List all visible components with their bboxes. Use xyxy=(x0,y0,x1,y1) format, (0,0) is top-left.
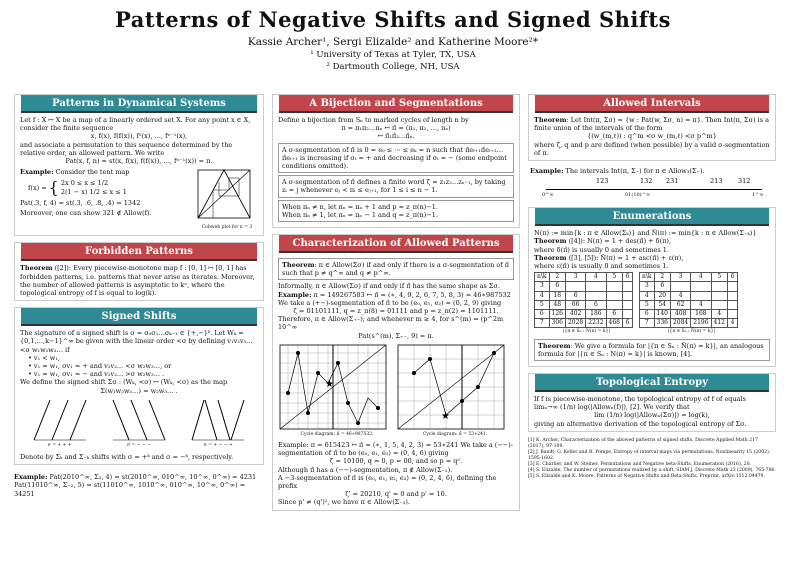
table-row xyxy=(535,300,633,309)
table-cell xyxy=(711,291,727,300)
example-label: Example: xyxy=(530,167,564,176)
bijection-box xyxy=(272,94,520,228)
table-caption: |{π ∈ Sₙ : N(π) = k}| xyxy=(562,329,611,335)
axis-label: 1^∞ xyxy=(752,192,764,199)
example-3: ζ = 01101111, q = z_π(8) = 01111 and p = z_π(2) = 1101111. xyxy=(293,307,499,316)
topological-entropy-box xyxy=(528,373,776,432)
cycle-diagram-2 xyxy=(396,343,514,431)
table-cell: 6 xyxy=(606,310,622,319)
cobweb-plot xyxy=(196,168,256,224)
theorem-text: ([3], [5]): N̄(π) = 1 + asc(π̂) + ε(π), xyxy=(568,253,684,262)
svg-text:★: ★ xyxy=(441,410,450,422)
table-row xyxy=(640,291,738,300)
theorem-label: Theorem xyxy=(20,264,53,273)
table-cell: 412 xyxy=(711,319,727,328)
graph-label: σ = + + + xyxy=(47,442,72,448)
table-cell: 140 xyxy=(654,310,670,319)
table-cell: 6 xyxy=(565,291,585,300)
table-cell: 4 xyxy=(640,291,655,300)
axis-label: 0^∞ xyxy=(542,192,554,199)
table-cell: 6 xyxy=(640,310,655,319)
table-cell: 2 xyxy=(654,273,670,282)
enum-table-2 xyxy=(639,272,738,328)
table-cell: 408 xyxy=(670,310,690,319)
table-cell: 7 xyxy=(640,319,655,328)
affiliation-2: ² Dartmouth College, NH, USA xyxy=(326,62,460,72)
table-cell: 4 xyxy=(535,291,550,300)
graph-label: σ = + − − + xyxy=(203,442,233,448)
table-cell: 5 xyxy=(711,273,727,282)
table-cell xyxy=(606,282,622,291)
example-8: Although π̂ has a (−−)-segmentation, π ∉ Allow(Σ₋₂). xyxy=(278,465,453,474)
graph-label: σ = − − − xyxy=(127,442,151,448)
references xyxy=(528,438,776,480)
theorem-label: Theorem xyxy=(534,237,567,246)
interval-tick: 231 xyxy=(666,177,679,186)
table-cell: 3 xyxy=(640,282,655,291)
svg-text:★: ★ xyxy=(325,378,334,390)
sequence: x, f(x), f(f(x)), f²(x), …, fⁿ⁻¹(x), xyxy=(90,132,188,141)
column-left xyxy=(14,94,264,500)
table-cell: 4 xyxy=(586,273,606,282)
section-heading: Enumerations xyxy=(535,208,769,226)
interval-tick: 132 xyxy=(640,177,653,186)
theorem-label: Theorem xyxy=(538,341,571,350)
theorem-text: : Let Int(π, Σσ) = {w : Pat(w, Σσ, n) = π}. Then Int(π, Σσ) is a finite union of the intervals of the form xyxy=(534,116,770,133)
tent-case-1: 2x 0 ≤ x ≤ 1/2 xyxy=(60,179,109,188)
table-cell: 186 xyxy=(586,310,606,319)
bijection-eq-1: π = π₁π₂…πₙ ↦ π̂ = (π₁, π₂, …, πₙ) xyxy=(341,124,451,133)
entropy-eq: lim (1/n) log(|Allowₙ(Σσ)|) = log(k), xyxy=(594,411,710,420)
table-row xyxy=(640,300,738,309)
authors: Kassie Archer¹, Sergi Elizalde² and Katherine Moore²* xyxy=(247,36,539,48)
shift-graphs xyxy=(20,398,258,450)
theorem-note: where ε(π̂) is usually 0 and sometimes 1. xyxy=(534,262,669,271)
table-cell: 4 xyxy=(711,310,727,319)
example-7: ζ = 10100, q = 0, p = 00, and so p = q². xyxy=(329,457,463,466)
interval-tick: 123 xyxy=(596,177,609,186)
table-cell xyxy=(711,282,727,291)
tent-lhs: f(x) = xyxy=(28,183,47,192)
section-heading: Allowed Intervals xyxy=(535,95,769,113)
paragraph: We define the signed shift Σσ : (Wₖ, <σ) ↦ (Wₖ, <σ) as the map xyxy=(20,378,228,387)
cycle-caption-2: Cycle diagram: π̂ = 53∗241. xyxy=(422,431,488,437)
rule-p: When πₙ ≠ n, let πₙ = πₙ + 1 and p = z_π(n)−1. xyxy=(282,202,438,211)
table-cell: 2028 xyxy=(565,319,585,328)
table-cell: 2196 xyxy=(691,319,711,328)
shift-graph-plus xyxy=(32,398,88,442)
theorem-label: Theorem xyxy=(534,253,567,262)
table-cell: 3 xyxy=(535,282,550,291)
table-cell: 18 xyxy=(549,291,565,300)
shift-map: Σ(w₁w₂w₃…) = w₂w₃… . xyxy=(100,386,178,395)
example-allow: Moreover, one can show 321 ∉ Allow(f). xyxy=(20,209,152,218)
table-cell xyxy=(586,291,606,300)
table-cell xyxy=(670,282,690,291)
paragraph: Informally, π ∈ Allow(Σσ) if and only if π̂ has the same shape as Σσ. xyxy=(278,282,500,291)
table-cell: n\k xyxy=(640,273,655,282)
table-cell: 5 xyxy=(640,300,655,309)
poster-title: Patterns of Negative Shifts and Signed Shifts xyxy=(115,7,671,32)
cycle-diagram-1 xyxy=(278,343,396,431)
table-row xyxy=(640,319,738,328)
table-caption: |{π ∈ Sₙ : N̄(π) = k}| xyxy=(667,329,716,335)
example-9: A −3-segmentation of π̂ is (e₀, e₁, e₂, e₃) = (0, 2, 4, 6), defining the prefix xyxy=(278,473,497,491)
section-heading: Signed Shifts xyxy=(21,308,257,326)
theorem-text: ([4]): N(π) = 1 + des(π̂) + δ(π), xyxy=(568,237,672,246)
axis-label: 01(10)^∞ xyxy=(625,192,650,199)
theorem-note: where δ(π̂) is usually 0 and sometimes 1. xyxy=(534,245,669,254)
table-row xyxy=(640,282,738,291)
table-cell: 6 xyxy=(549,282,565,291)
example-2: Pat(11010^∞, Σ₋₂, 5) = st(11010^∞, 1010^∞, 010^∞, 10^∞, 0^∞) = 34251 xyxy=(14,481,246,498)
paragraph: where ζ, q and p are defined (when possible) by a valid σ-segmentation of π. xyxy=(534,140,770,157)
table-cell xyxy=(728,282,738,291)
table-cell: 6 xyxy=(586,300,606,309)
table-cell xyxy=(623,282,633,291)
table-cell xyxy=(728,291,738,300)
paragraph: Let f : X ↦ X be a map of a linearly ordered set X. For any point x ∈ X, consider the finite sequence xyxy=(20,116,251,133)
cobweb-caption: Cobweb plot for π = 3 xyxy=(201,225,253,231)
table-row xyxy=(535,310,633,319)
order-rule-3: • v₁ = w₁, σv₁ = − and v₂v₃… >σ w₂w₃… . xyxy=(28,370,165,379)
table-cell: 168 xyxy=(691,310,711,319)
example-11: Since p' ≠ (q')², we have π ∈ Allow(Σ₋₃). xyxy=(278,498,410,507)
table-cell: 62 xyxy=(670,300,690,309)
example-label: Example: xyxy=(20,168,54,177)
table-cell: 5 xyxy=(606,273,622,282)
example-label: Example: xyxy=(278,290,312,299)
enum-table-1 xyxy=(534,272,633,328)
table-row xyxy=(535,282,633,291)
table-cell: 4 xyxy=(670,291,690,300)
table-cell: 20 xyxy=(654,291,670,300)
table-row xyxy=(640,273,738,282)
table-cell xyxy=(606,300,622,309)
bijection-eq-2: ↦ π̂₁π̂₂…π̂ₙ. xyxy=(377,132,415,141)
example-text: Consider the tent map xyxy=(55,168,130,177)
table-cell: 3 xyxy=(670,273,690,282)
table-row xyxy=(640,310,738,319)
table-cell: 6 xyxy=(623,319,633,328)
example-1: Pat(2010^∞, Σ₃, 4) = st(2010^∞, 010^∞, 10^∞, 0^∞) = 4231 xyxy=(49,473,257,482)
segmentation-def: A σ-segmentation of π̂ is 0 = e₀ ≤ ⋯ ≤ eₖ = n such that π̂eₜ₊₁π̂eₜ₊₂…π̂eₜ₊₁ is increasing if σₜ = + and decreasing if σₜ = − (some endpoint conditions omitted). xyxy=(278,143,514,174)
forbidden-patterns-box xyxy=(14,242,264,301)
table-cell: n\k xyxy=(535,273,550,282)
table-cell xyxy=(565,282,585,291)
dynamical-systems-box: Patterns in Dynamical Systems Let f : X ↦ X be a map of a linearly ordered set X. For any point x ∈ X, consider the finite sequence x, f(x), f(f(x)), f²(x), …, fⁿ⁻¹(x), and associate a permutation to this sequence determined by the relative order, an allowed pattern. We write Pat(x, f, n) = st(x, f(x), f(f(x)), …, fⁿ⁻¹(x)) = π. Example: Consider the tent map f(x) = { 2x 0 ≤ x ≤ 1/2 2(1 − x) 1/2 ≤ x ≤ 1 Pat(.3, f, 4) = st(.3, .6, .8, .4) = 1342 Moreover, one can show 321 ∉ Allow(f). Cobweb plot for π = 3 xyxy=(14,94,264,236)
example-10: ζ' = 20210, q' = 0 and p' = 10. xyxy=(345,490,447,499)
column-middle xyxy=(272,94,520,517)
table-cell: 4 xyxy=(691,273,711,282)
table-cell: 7 xyxy=(535,319,550,328)
table-cell xyxy=(623,300,633,309)
interval-number-line xyxy=(530,177,774,203)
order-rule-2: • v₁ = w₁, σv₁ = + and v₂v₃… <σ w₂w₃…, or xyxy=(28,362,172,371)
interval-form: {(w_(m,ℓ)) : q^m <σ w_(m,ℓ) <σ p^m} xyxy=(587,132,717,141)
table-cell: 2084 xyxy=(670,319,690,328)
theorem-label: Theorem xyxy=(282,261,315,270)
segmentation-word: A σ-segmentation of π̂ defines a finite word ζ = z₁z₂…zₙ₋₁, by taking zᵢ = j whenever eⱼ < πᵢ ≤ eⱼ₊₁, for 1 ≤ i ≤ n − 1. xyxy=(278,175,514,197)
enum-definition: N(π) := min{k : π ∈ Allow(Σₖ)} and N̄(π) := min{k : π ∈ Allow(Σ₋ₖ)} xyxy=(534,229,757,238)
section-heading: Forbidden Patterns xyxy=(21,243,257,261)
example-4: Therefore, π ∈ Allow(Σ₊₋); and whenever m ≥ 4, for s^(m) = (p^2m 10^∞ xyxy=(278,315,504,332)
paragraph: Denote by Σₖ and Σ₋ₖ shifts with σ = +ᵏ and σ = −ᵏ, respectively. xyxy=(20,453,234,462)
reference-item: [2] J. Bandt, G. Keller and B. Pompe, Entropy of interval maps via permutations, Nonlinearity 15 (2002), 1595-1602. xyxy=(528,449,771,461)
enumerations-box xyxy=(528,207,776,367)
table-cell: 2232 xyxy=(586,319,606,328)
order-rule-1: • v₁ < w₁, xyxy=(28,353,60,362)
table-cell xyxy=(691,282,711,291)
theorem-text: : π ∈ Allow(Σσ) if and only if there is a σ-segmentation of π̂ such that p ≠ q^∞ and q ≠ p^∞. xyxy=(282,261,510,278)
table-cell: 54 xyxy=(654,300,670,309)
table-cell: 6 xyxy=(623,273,633,282)
paragraph: giving an alternative derivation of the topological entropy of Σσ. xyxy=(534,419,747,428)
table-cell xyxy=(728,310,738,319)
reference-item: [3] E. Charlier, and W. Steiner, Permutations and Negative beta-Shifts, Enumeration (2016), 20. xyxy=(528,461,751,467)
shift-graph-minus xyxy=(111,398,167,442)
table-cell: 126 xyxy=(549,310,565,319)
tent-case-2: 2(1 − x) 1/2 ≤ x ≤ 1 xyxy=(60,187,127,196)
table-cell: 2 xyxy=(549,273,565,282)
table-row xyxy=(535,273,633,282)
shift-graph-mixed xyxy=(190,398,246,442)
reference-item: [5] S. Elizalde and K. Moore, Patterns of Negative Shifts and Beta-Shifts, Preprint, arXiv:1512.04479. xyxy=(528,473,765,479)
table-cell xyxy=(606,291,622,300)
table-cell: 306 xyxy=(549,319,565,328)
table-cell: 6 xyxy=(654,282,670,291)
table-cell xyxy=(623,310,633,319)
allowed-intervals-box xyxy=(528,94,776,161)
section-heading: Characterization of Allowed Patterns xyxy=(279,235,513,253)
poster-header xyxy=(0,0,786,86)
pattern-eq: Pat(x, f, n) = st(x, f(x), f(f(x)), …, fⁿ⁻¹(x)) = π. xyxy=(65,157,213,166)
table-cell: 5 xyxy=(535,300,550,309)
paragraph: and associate a permutation to this sequence determined by the relative order, an allowed pattern. We write xyxy=(20,140,233,157)
table-cell: 4 xyxy=(728,319,738,328)
signed-shifts-box xyxy=(14,307,264,465)
interval-tick: 213 xyxy=(710,177,723,186)
rule-q: When πₙ ≠ 1, let πₙ = πₙ − 1 and q = z_π(n)−1. xyxy=(282,210,438,219)
table-cell xyxy=(623,291,633,300)
section-heading: Patterns in Dynamical Systems xyxy=(21,95,257,113)
table-cell: 336 xyxy=(654,319,670,328)
section-heading: A Bijection and Segmentations xyxy=(279,95,513,113)
example-text: The intervals Int(π, Σ₋) for π ∈ Allow₃(Σ₋). xyxy=(565,167,705,176)
table-cell xyxy=(728,300,738,309)
table-cell: 4 xyxy=(691,300,711,309)
table-cell xyxy=(711,300,727,309)
table-cell: 402 xyxy=(565,310,585,319)
paragraph: The signature of a signed shift is σ = σ₀σ₁…σₖ₋₁ ∈ {+,−}ᵏ. Let Wₖ = {0,1,…,k−1}^∞ be given with the linear order <σ by defining v₁v₂v₃… <σ w₁w₂w₃… if xyxy=(20,329,253,354)
example-1: π = 149267583 ↦ π̂ = (∗, 4, 9, 2, 6, 7, 5, 8, 3) = 46∗987532 xyxy=(313,290,511,299)
table-cell: 6 xyxy=(728,273,738,282)
interval-tick: 312 xyxy=(738,177,751,186)
paragraph: Define a bijection from Sₙ to marked cycles of length n by xyxy=(278,116,469,124)
table-cell xyxy=(691,291,711,300)
example-label: Example: xyxy=(14,473,48,482)
theorem-text: ([2]): Every piecewise-monotone map f : [0, 1] ↦ [0, 1] has forbidden patterns, i.e. patterns that never arise as iterates. Moreover, the number of allowed patterns is asymptotic to kⁿ, where the topological entropy of f is equal to log(k). xyxy=(20,264,255,298)
table-cell: 6 xyxy=(535,310,550,319)
affiliation-1: ¹ University of Texas at Tyler, TX, USA xyxy=(310,50,476,60)
characterization-box xyxy=(272,234,520,511)
cycle-caption-1: Cycle diagram: π̂ = 46∗987532. xyxy=(300,431,374,437)
table-cell: 3 xyxy=(565,273,585,282)
table-cell: 468 xyxy=(606,319,622,328)
theorem-text: : We give a formula for |{π ∈ Sₙ : N̄(π) = k}|, an analogous formula for |{π ∈ Sₙ : N(π) = k}| is known, [4]. xyxy=(538,341,764,358)
column-right xyxy=(528,94,776,480)
table-row xyxy=(535,291,633,300)
paragraph: If f is piecewise-monotone, the topological entropy of f of equals limₙ→∞ (1/n) log(|Allowₙ(f)|), [2]. We verify that xyxy=(534,395,746,412)
example-2: We take a (+−)-segmentation of π̂ to be (e₀, e₁, e₂) = (0, 2, 9) giving xyxy=(278,298,502,307)
example-pat: Pat(.3, f, 4) = st(.3, .6, .8, .4) = 1342 xyxy=(20,198,141,207)
table-cell xyxy=(586,282,606,291)
table-cell: 48 xyxy=(549,300,565,309)
table-cell: 66 xyxy=(565,300,585,309)
reference-item: [1] K. Archer, Characterization of the allowed patterns of signed shifts, Discrete Applied Math 217 (2017), 97-109. xyxy=(528,437,758,449)
example-5: Pat(s^(m), Σ₊₋, 9) = π. xyxy=(358,331,434,340)
reference-item: [4] S. Elizalde, The number of permutations realized by a shift, SIAM J. Discrete Math 23 (2009), 765-786. xyxy=(528,467,776,473)
theorem-label: Theorem xyxy=(534,116,567,124)
table-row xyxy=(535,319,633,328)
example-6: Example: π = 615423 ↦ π̂ = (∗, 1, 5, 4, 2, 3) = 53∗241 We take a (−−)-segmentation of π̂ to be (e₀, e₁, e₂) = (0, 4, 6) giving xyxy=(278,441,513,458)
section-heading: Topological Entropy xyxy=(535,374,769,392)
